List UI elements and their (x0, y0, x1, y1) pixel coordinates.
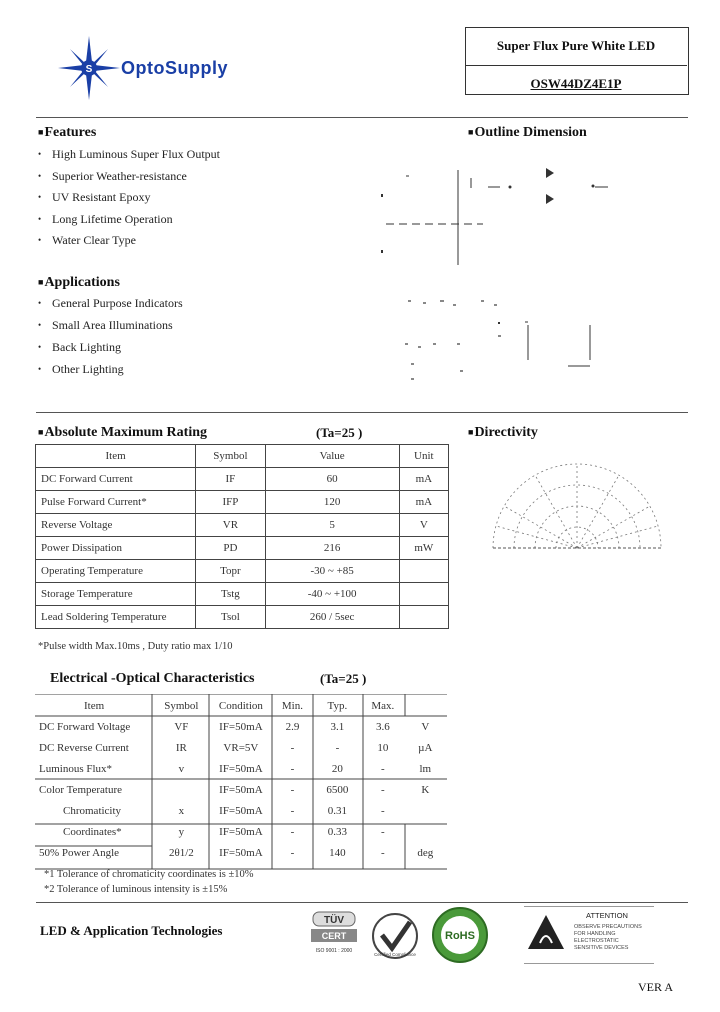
cell-item: Reverse Voltage (36, 514, 196, 537)
product-title: Super Flux Pure White LED (496, 38, 656, 53)
table-row (35, 800, 447, 821)
cell-condition: IF=50mA (219, 783, 263, 796)
table-row (36, 491, 449, 514)
cell-item: Coordinates* (63, 825, 122, 838)
column-header: Item (36, 445, 196, 468)
column-header: Unit (399, 445, 448, 468)
electro-optical-note-1: *1 Tolerance of chromaticity coordinates is ±10% (44, 869, 254, 880)
table-header-row (36, 445, 449, 468)
electro-optical-condition: (Ta=25 ) (320, 671, 367, 686)
table-row (36, 560, 449, 583)
cell-max: - (381, 804, 385, 817)
cell-condition: IF=50mA (219, 825, 263, 838)
cell-typ: - (335, 741, 340, 754)
cell-item: Lead Soldering Temperature (36, 606, 196, 629)
table-row (35, 716, 447, 737)
cell-value: -30 ~ +85 (265, 560, 399, 583)
checkmark-icon (368, 908, 423, 962)
cell-value: 60 (265, 468, 399, 491)
rohs-badge (430, 905, 490, 965)
column-header: Item (83, 699, 105, 712)
cell-typ: 3.1 (330, 720, 345, 733)
cell-unit (404, 800, 447, 821)
cell-symbol: PD (196, 537, 266, 560)
cell-item: DC Forward Voltage (39, 720, 131, 733)
column-header: Symbol (196, 445, 266, 468)
table-header-row (35, 695, 447, 716)
list-item: • High Luminous Super Flux Output (38, 147, 221, 161)
table-row (36, 537, 449, 560)
cell-value: 120 (265, 491, 399, 514)
tuv-iso: ISO 9001 : 2000 (315, 948, 353, 954)
cell-item: Chromaticity (63, 804, 122, 817)
cell-max: 3.6 (375, 720, 390, 733)
cell-item: DC Reverse Current (39, 741, 129, 754)
cell-value: -40 ~ +100 (265, 583, 399, 606)
cell-symbol: IF (196, 468, 266, 491)
tuv-badge (305, 910, 363, 958)
header-rule (36, 117, 688, 118)
electro-optical-title: Electrical -Optical Characteristics (50, 671, 255, 686)
cell-condition: VR=5V (223, 741, 259, 754)
column-header: Min. (281, 699, 303, 712)
cell-max: - (381, 825, 385, 838)
abs-max-title: ■Absolute Maximum Rating (38, 425, 207, 440)
cell-typ: 140 (329, 846, 346, 859)
abs-max-condition: (Ta=25 ) (316, 425, 363, 440)
table-row (35, 842, 447, 863)
footer-rule (36, 902, 688, 903)
list-item: • Water Clear Type (38, 233, 136, 247)
table-row (35, 737, 447, 758)
company-name: LED & Application Technologies (40, 923, 223, 938)
directivity-polar-chart (490, 460, 665, 555)
list-item: • UV Resistant Epoxy (38, 190, 151, 204)
attention-title: ATTENTION (586, 911, 628, 920)
cell-item: DC Forward Current (36, 468, 196, 491)
cell-symbol: Topr (196, 560, 266, 583)
cell-min: 2.9 (285, 720, 300, 733)
cell-max: - (381, 762, 385, 775)
list-item: • Small Area Illuminations (38, 318, 173, 332)
cell-unit: mA (399, 491, 448, 514)
cell-typ: 0.31 (327, 804, 348, 817)
cell-typ: 20 (331, 762, 343, 775)
features-list (38, 147, 220, 255)
cell-condition: IF=50mA (219, 846, 263, 859)
cell-unit: deg (417, 846, 434, 859)
rohs-label: RoHS (445, 930, 475, 942)
cell-unit: V (421, 720, 430, 733)
outline-drawing (378, 160, 618, 390)
header-divider (465, 65, 687, 66)
cell-symbol: VF (174, 720, 189, 733)
applications-list (38, 296, 183, 384)
abs-max-note: *Pulse width Max.10ms , Duty ratio max 1/10 (38, 641, 233, 652)
cell-item: Operating Temperature (36, 560, 196, 583)
cell-symbol (153, 779, 209, 800)
cell-unit: K (421, 783, 430, 796)
cert-label: Certified Compliance (374, 952, 416, 957)
cell-max: 10 (377, 741, 389, 754)
cell-condition: IF=50mA (219, 762, 263, 775)
electro-optical-table (35, 695, 447, 863)
esd-attention-badge (524, 906, 654, 964)
cell-symbol: Tsol (196, 606, 266, 629)
applications-title: ■Applications (38, 275, 120, 290)
cell-item: Color Temperature (39, 783, 123, 796)
tuv-sub: CERT (321, 931, 347, 941)
cell-unit: µA (418, 741, 433, 754)
svg-text:S: S (85, 64, 93, 75)
cell-typ: 6500 (326, 783, 349, 796)
features-title: ■Features (38, 125, 97, 140)
section-rule (36, 412, 688, 413)
list-item: • General Purpose Indicators (38, 296, 183, 310)
cell-value: 216 (265, 537, 399, 560)
cell-max: - (381, 846, 385, 859)
list-item: • Other Lighting (38, 362, 124, 376)
column-header: Typ. (327, 699, 348, 712)
cell-min: - (290, 741, 295, 754)
cell-item: Storage Temperature (36, 583, 196, 606)
table-row (35, 821, 447, 842)
tuv-cert-icon (305, 910, 363, 958)
cell-item: Luminous Flux* (39, 762, 113, 775)
table-row (36, 583, 449, 606)
logo-text: OptoSupply (121, 58, 228, 78)
cell-symbol: v (178, 762, 185, 775)
part-number: OSW44DZ4E1P (530, 76, 622, 91)
directivity-title: ■Directivity (468, 425, 538, 440)
list-item: • Superior Weather-resistance (38, 168, 187, 183)
cell-value: 5 (265, 514, 399, 537)
rohs-icon (430, 905, 490, 965)
cell-unit (404, 821, 447, 842)
cell-symbol: 2θ1/2 (168, 846, 194, 859)
abs-max-table (35, 444, 449, 629)
list-item: • Long Lifetime Operation (38, 211, 173, 226)
table-row (35, 758, 447, 779)
cell-condition: IF=50mA (219, 804, 263, 817)
outline-title: ■Outline Dimension (468, 125, 587, 140)
cell-item: 50% Power Angle (39, 846, 120, 859)
cell-unit: V (399, 514, 448, 537)
column-header: Max. (371, 699, 395, 712)
cell-condition: IF=50mA (219, 720, 263, 733)
star-logo-icon (58, 36, 120, 100)
cell-symbol: y (178, 825, 185, 838)
cell-item: Power Dissipation (36, 537, 196, 560)
table-row (36, 514, 449, 537)
cell-min: - (290, 762, 295, 775)
cell-item: Pulse Forward Current* (36, 491, 196, 514)
cell-unit (399, 560, 448, 583)
cell-unit (399, 583, 448, 606)
esd-warning-icon (526, 913, 566, 953)
cell-unit: lm (419, 762, 432, 775)
cell-symbol: VR (196, 514, 266, 537)
column-header: Condition (218, 699, 263, 712)
logo (58, 36, 120, 105)
cell-min: - (290, 846, 295, 859)
table-row (36, 468, 449, 491)
cell-min: - (290, 783, 295, 796)
electro-optical-note-2: *2 Tolerance of luminous intensity is ±15% (44, 884, 228, 895)
cell-symbol: x (178, 804, 185, 817)
cell-unit (399, 606, 448, 629)
cell-value: 260 / 5sec (265, 606, 399, 629)
list-item: • Back Lighting (38, 340, 121, 354)
tuv-label: TÜV (324, 915, 344, 926)
attention-text: OBSERVE PRECAUTIONS FOR HANDLING ELECTROSTATIC SENSITIVE DEVICES (574, 924, 642, 951)
table-row (35, 779, 447, 800)
cell-symbol: IFP (196, 491, 266, 514)
cell-typ: 0.33 (327, 825, 348, 838)
certified-badge (368, 908, 423, 962)
cell-symbol: Tstg (196, 583, 266, 606)
cell-unit: mA (399, 468, 448, 491)
cell-max: - (381, 783, 385, 796)
cell-symbol: IR (175, 741, 187, 754)
cell-unit: mW (399, 537, 448, 560)
column-header: Symbol (164, 699, 199, 712)
column-header-unit (404, 695, 447, 716)
column-header: Value (265, 445, 399, 468)
version-label: VER A (638, 980, 674, 994)
cell-min: - (290, 804, 295, 817)
table-row (36, 606, 449, 629)
cell-min: - (290, 825, 295, 838)
